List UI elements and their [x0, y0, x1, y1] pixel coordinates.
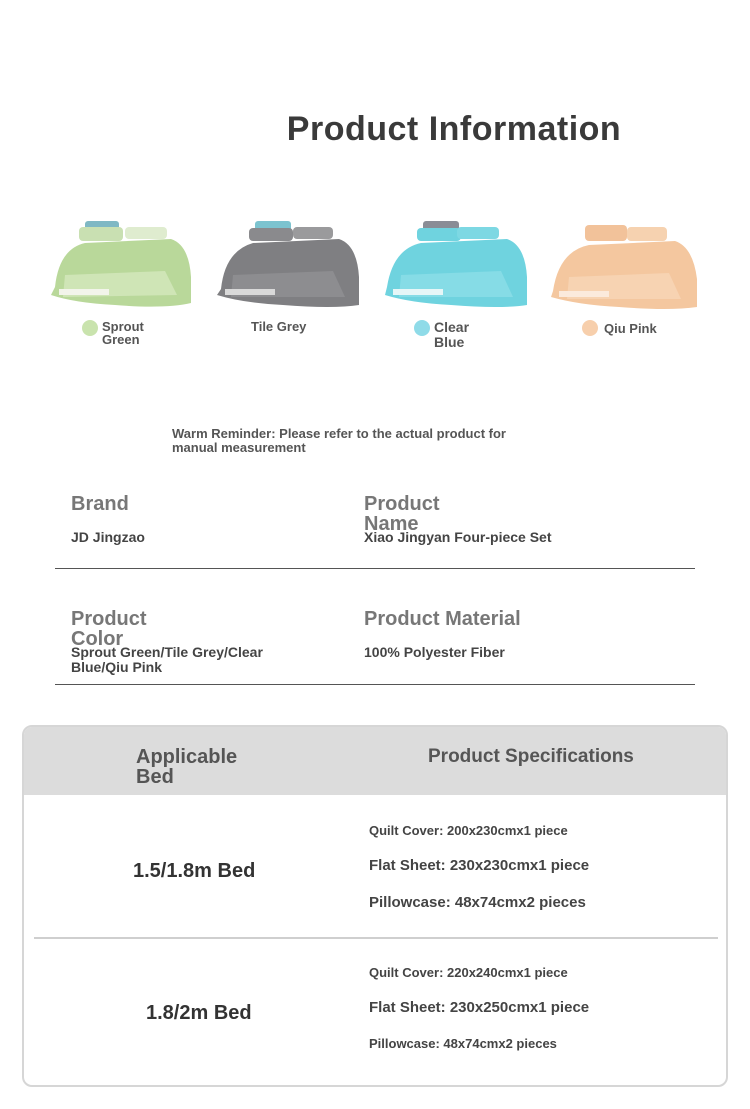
bedding-set-icon — [45, 215, 195, 315]
bedding-set-icon — [381, 215, 531, 315]
pillowcase-spec: Pillowcase: 48x74cmx2 pieces — [369, 1036, 557, 1051]
quilt-cover-spec: Quilt Cover: 200x230cmx1 piece — [369, 823, 568, 838]
product-material-label: Product Material — [364, 608, 521, 630]
spec-table — [22, 725, 728, 1087]
spec-row — [24, 797, 728, 937]
swatch-clear-blue[interactable] — [381, 215, 531, 365]
product-name-value: Xiao Jingyan Four-piece Set — [364, 529, 552, 545]
product-color-label: Product Color — [71, 608, 147, 650]
info-cell-brand — [71, 494, 371, 545]
applicable-bed-header: Applicable Bed — [136, 746, 238, 788]
brand-label: Brand — [71, 493, 129, 515]
info-cell-material — [364, 609, 664, 660]
product-name-label: Product Name — [364, 493, 440, 535]
spec-table-header — [24, 727, 728, 795]
bed-size: 1.8/2m Bed — [146, 1002, 252, 1024]
swatch-label: Clear Blue — [414, 320, 478, 350]
color-swatches — [45, 215, 705, 365]
swatch-tile-grey[interactable] — [213, 215, 363, 365]
product-material-value: 100% Polyester Fiber — [364, 644, 505, 660]
pillowcase-spec: Pillowcase: 48x74cmx2 pieces — [369, 894, 586, 911]
color-dot-icon — [582, 320, 598, 336]
flat-sheet-spec: Flat Sheet: 230x230cmx1 piece — [369, 857, 590, 874]
info-row — [55, 494, 695, 569]
color-dot-icon — [82, 320, 98, 336]
quilt-cover-spec: Quilt Cover: 220x240cmx1 piece — [369, 965, 568, 980]
bed-size: 1.5/1.8m Bed — [133, 860, 256, 882]
product-color-value: Sprout Green/Tile Grey/Clear Blue/Qiu Pink — [71, 644, 263, 675]
bedding-set-icon — [549, 215, 699, 315]
info-cell-color — [71, 609, 321, 675]
swatch-label: Tile Grey — [251, 319, 307, 334]
product-specifications-header: Product Specifications — [428, 746, 634, 767]
brand-value: JD Jingzao — [71, 529, 145, 545]
color-dot-icon — [414, 320, 430, 336]
spec-row — [24, 939, 728, 1079]
bedding-set-icon — [213, 215, 363, 315]
swatch-label: Qiu Pink — [582, 320, 657, 336]
flat-sheet-spec: Flat Sheet: 230x250cmx1 piece — [369, 999, 590, 1016]
warm-reminder: Warm Reminder: Please refer to the actual product for manual measurement — [172, 426, 506, 455]
swatch-label: Sprout Green — [82, 320, 154, 346]
page-title: Product Information — [286, 110, 622, 148]
info-cell-name — [364, 494, 584, 545]
info-row — [55, 609, 695, 685]
swatch-sprout-green[interactable] — [45, 215, 195, 365]
swatch-qiu-pink[interactable] — [549, 215, 699, 365]
